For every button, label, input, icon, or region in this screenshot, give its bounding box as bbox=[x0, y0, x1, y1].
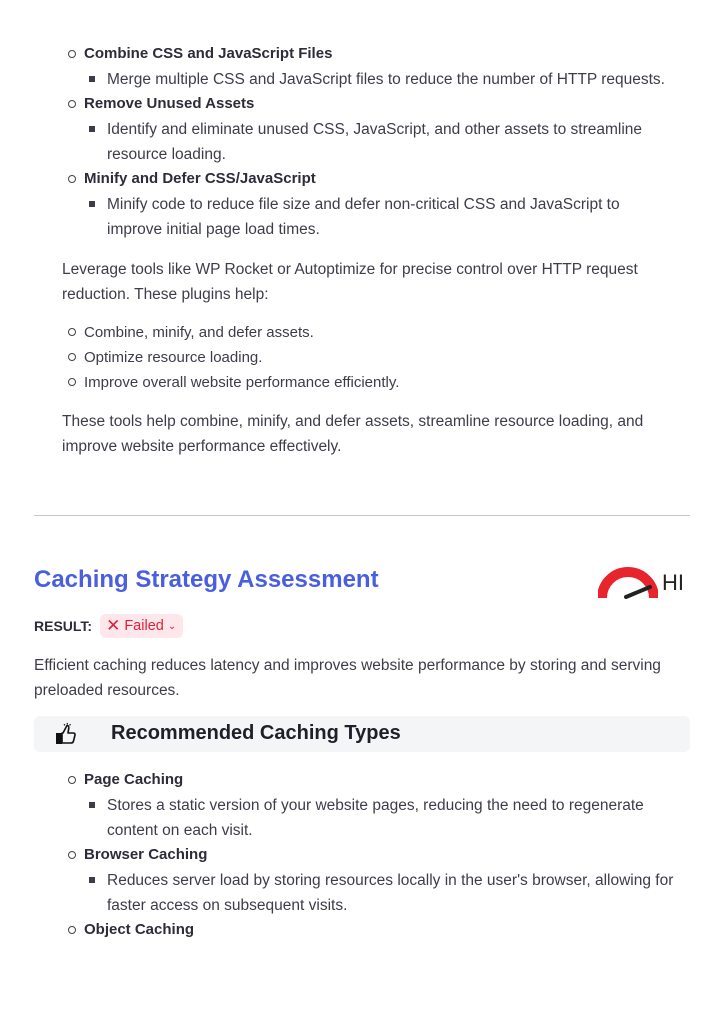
sub-list-item: Minify code to reduce file size and defer non-critical CSS and JavaScript to improve initial page load times. bbox=[107, 192, 667, 242]
recommended-header bbox=[34, 716, 690, 752]
technique-sublist bbox=[84, 117, 694, 167]
sub-list-item: Stores a static version of your website pages, reducing the need to regenerate content on each visit. bbox=[107, 793, 687, 843]
list-item bbox=[84, 92, 694, 167]
caching-type-sublist bbox=[84, 793, 724, 843]
chevron-down-icon: ⌄ bbox=[167, 620, 177, 632]
benefit-text: Optimize resource loading. bbox=[84, 349, 263, 366]
benefit-text: Combine, minify, and defer assets. bbox=[84, 324, 314, 341]
list-item bbox=[84, 320, 694, 345]
caching-type-title: Browser Caching bbox=[84, 846, 208, 863]
technique-title: Combine CSS and JavaScript Files bbox=[84, 45, 333, 62]
sub-list-item: Merge multiple CSS and JavaScript files to reduce the number of HTTP requests. bbox=[107, 67, 667, 92]
caching-type-title: Page Caching bbox=[84, 771, 184, 788]
section-description: Efficient caching reduces latency and improves website performance by storing and serving preloaded resources. bbox=[34, 657, 661, 699]
section-title: Caching Strategy Assessment bbox=[34, 566, 379, 593]
benefit-text: Improve overall website performance efficiently. bbox=[84, 374, 400, 391]
gauge-label: HI bbox=[662, 570, 684, 595]
technique-sublist bbox=[84, 67, 694, 92]
list-item bbox=[84, 345, 694, 370]
sub-list-item: Reduces server load by storing resources locally in the user's browser, allowing for faster access on subsequent visits. bbox=[107, 868, 687, 918]
cross-icon: ✕ bbox=[106, 616, 121, 635]
list-item bbox=[84, 167, 694, 242]
sub-list-item: Identify and eliminate unused CSS, JavaScript, and other assets to streamline resource loading. bbox=[107, 117, 667, 167]
status-text: Failed bbox=[124, 618, 164, 634]
summary-paragraph: These tools help combine, minify, and defer assets, streamline resource loading, and improve website performance effectively. bbox=[62, 413, 644, 455]
speed-gauge-icon bbox=[598, 567, 658, 599]
technique-list bbox=[34, 42, 694, 242]
list-item bbox=[84, 370, 694, 395]
list-item bbox=[84, 843, 724, 918]
result-row bbox=[34, 614, 183, 638]
technique-title: Minify and Defer CSS/JavaScript bbox=[84, 170, 316, 187]
caching-type-list bbox=[34, 768, 724, 942]
list-item bbox=[84, 42, 694, 92]
status-badge[interactable] bbox=[100, 614, 183, 638]
tools-paragraph: Leverage tools like WP Rocket or Autoptimize for precise control over HTTP request reduction. These plugins help: bbox=[62, 261, 638, 303]
thumbs-up-icon bbox=[54, 722, 78, 746]
caching-type-sublist bbox=[84, 868, 724, 918]
section-divider bbox=[34, 515, 690, 516]
technique-title: Remove Unused Assets bbox=[84, 95, 255, 112]
caching-type-title: Object Caching bbox=[84, 921, 195, 938]
http-techniques-section bbox=[34, 42, 694, 242]
plugin-benefit-list bbox=[34, 320, 694, 395]
list-item bbox=[84, 918, 724, 942]
recommended-title: Recommended Caching Types bbox=[111, 722, 401, 744]
technique-sublist bbox=[84, 192, 694, 242]
list-item bbox=[84, 768, 724, 843]
result-label: RESULT: bbox=[34, 618, 93, 634]
